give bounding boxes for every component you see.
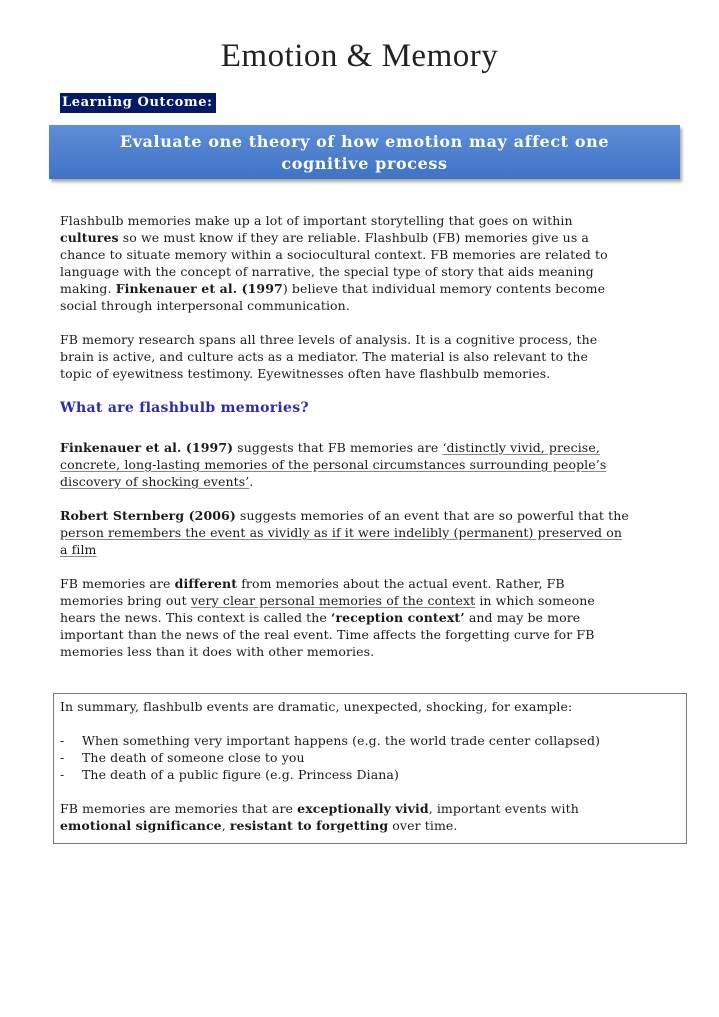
text-span: . — [249, 474, 254, 489]
text-line — [60, 456, 680, 473]
levels-paragraph — [60, 331, 680, 382]
text-line: chance to situate memory within a sociocultural context. FB memories are related to — [60, 247, 608, 262]
citation: Finkenauer et al. (1997 — [115, 281, 283, 296]
text-span: and may be more — [464, 610, 581, 625]
summary-box — [53, 693, 687, 844]
bullet-marker: - — [60, 733, 65, 748]
citation: Robert Sternberg (2006) — [60, 508, 236, 523]
text-span: in which someone — [475, 593, 595, 608]
bullet-marker: - — [60, 750, 65, 765]
list-item-text: When something very important happens (e.g. the world trade center collapsed) — [82, 733, 601, 748]
text-span: suggests memories of an event that are so powerful that the — [235, 508, 629, 523]
text-span: FB memories are memories that are — [60, 801, 298, 816]
quote-span: concrete, long-lasting memories of the personal circumstances surrounding people’s — [60, 457, 607, 472]
underlined-span: very clear personal memories of the context — [190, 593, 476, 608]
outcome-line-2: cognitive process — [281, 154, 448, 173]
summary-content — [60, 698, 600, 834]
text-line — [60, 817, 600, 834]
page-title: Emotion & Memory — [220, 38, 499, 74]
section-heading: What are flashbulb memories? — [60, 400, 309, 416]
citation: Finkenauer et al. (1997) — [60, 440, 234, 455]
text-span: over time. — [388, 818, 458, 833]
text-span: memories bring out — [60, 593, 191, 608]
text-line: important than the news of the real event. Time affects the forgetting curve for FB — [60, 627, 595, 642]
bold-term: cultures — [60, 230, 119, 245]
text-line — [60, 575, 680, 592]
text-line: FB memory research spans all three levels of analysis. It is a cognitive process, the — [60, 332, 598, 347]
text-span: , — [221, 818, 230, 833]
spacer — [60, 715, 600, 732]
text-line: topic of eyewitness testimony. Eyewitnesses often have flashbulb memories. — [60, 366, 551, 381]
text-span: ) believe that individual memory contents become — [282, 281, 606, 296]
learning-outcome-box — [49, 125, 680, 179]
text-line — [60, 507, 680, 524]
text-line — [60, 800, 600, 817]
text-line: social through interpersonal communication. — [60, 298, 350, 313]
quote-span: ‘distinctly vivid, precise, — [442, 440, 600, 455]
quote-span: person remembers the event as vividly as if it were indelibly (permanent) preserved on — [60, 525, 622, 540]
bold-term: different — [174, 576, 238, 591]
context-paragraph — [60, 575, 680, 660]
bold-term: emotional significance — [60, 818, 222, 833]
text-line — [60, 592, 680, 609]
outcome-line-1: Evaluate one theory of how emotion may affect one — [119, 132, 610, 151]
summary-intro: In summary, flashbulb events are dramatic, unexpected, shocking, for example: — [60, 699, 573, 714]
text-line: language with the concept of narrative, the special type of story that aids meaning — [60, 264, 594, 279]
text-line: memories less than it does with other memories. — [60, 644, 375, 659]
bold-term: exceptionally vivid — [297, 801, 429, 816]
text-span: making. — [60, 281, 116, 296]
list-item-text: The death of someone close to you — [82, 750, 305, 765]
text-line — [60, 280, 680, 297]
text-line — [60, 473, 680, 490]
text-line — [60, 439, 680, 456]
text-span: , important events with — [428, 801, 579, 816]
quote-span: discovery of shocking events’ — [60, 474, 250, 489]
text-span: hears the news. This context is called the — [60, 610, 331, 625]
definition-paragraph — [60, 439, 680, 490]
text-line — [60, 524, 680, 541]
quote-span: a film — [60, 542, 97, 557]
text-span: so we must know if they are reliable. Flashbulb (FB) memories give us a — [118, 230, 589, 245]
text-span: FB memories are — [60, 576, 175, 591]
list-item — [60, 732, 600, 749]
learning-outcome-label: Learning Outcome: — [60, 93, 216, 113]
list-item-text: The death of a public figure (e.g. Princess Diana) — [82, 767, 399, 782]
text-line — [60, 229, 680, 246]
list-item — [60, 766, 600, 783]
text-span: suggests that FB memories are — [233, 440, 443, 455]
spacer — [60, 783, 600, 800]
text-span: from memories about the actual event. Rather, FB — [237, 576, 565, 591]
text-line — [60, 541, 680, 558]
text-line — [60, 609, 680, 626]
sternberg-paragraph — [60, 507, 680, 558]
text-line: brain is active, and culture acts as a mediator. The material is also relevant to the — [60, 349, 589, 364]
text-line: Flashbulb memories make up a lot of important storytelling that goes on within — [60, 213, 573, 228]
bold-term: resistant to forgetting — [229, 818, 389, 833]
list-item — [60, 749, 600, 766]
bold-term: ‘reception context’ — [331, 610, 465, 625]
bullet-marker: - — [60, 767, 65, 782]
intro-paragraph — [60, 212, 680, 314]
